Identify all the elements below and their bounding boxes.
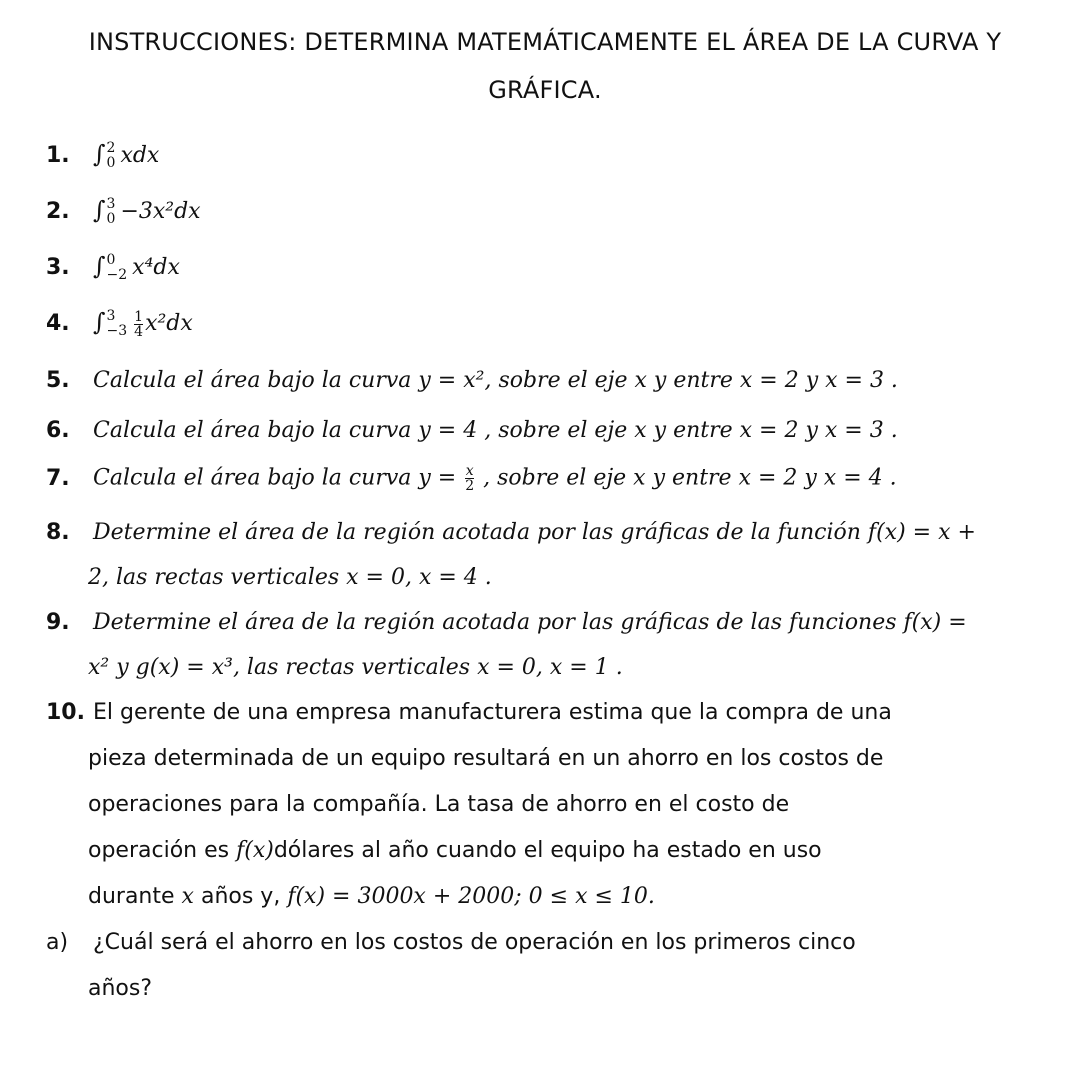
item-10-line-5: durante x años y, f(x) = 3000x + 2000; 0 ≤ x ≤ 10. (88, 884, 655, 909)
item-6 (46, 418, 898, 443)
integrand: x²dx (145, 311, 193, 336)
item-text-line-1: Determine el área de la región acotada por las gráficas de las funciones f(x) = (93, 610, 967, 635)
item-4 (46, 308, 193, 339)
item-number: 4. (46, 311, 70, 336)
integral-sign: ∫ (93, 196, 106, 224)
item-10-line-3: operaciones para la compañía. La tasa de ahorro en el costo de (88, 792, 790, 817)
item-text-line-1: El gerente de una empresa manufacturera estima que la compra de una (93, 700, 892, 725)
item-text-line-1: Determine el área de la región acotada por las gráficas de la función f(x) = x + (93, 520, 976, 545)
item-number: 8. (46, 520, 70, 545)
item-10-line-2: pieza determinada de un equipo resultará en un ahorro en los costos de (88, 746, 884, 771)
integral-sign: ∫ (93, 140, 106, 168)
item-5 (46, 368, 898, 393)
item-1 (46, 140, 159, 171)
item-number: 7. (46, 465, 70, 491)
item-text-b: , sobre el eje x y entre x = 2 y x = 4 . (476, 465, 897, 491)
item-3 (46, 252, 180, 283)
item-a (46, 930, 856, 955)
integral-limits: 3 −3 (106, 308, 128, 339)
item-text: Calcula el área bajo la curva y = x², sobre el eje x y entre x = 2 y x = 3 . (93, 368, 898, 393)
item-number: 2. (46, 199, 70, 224)
integral-limits: 2 0 (106, 140, 116, 171)
item-10 (46, 700, 892, 725)
title-line-1: INSTRUCCIONES: DETERMINA MATEMÁTICAMENTE EL ÁREA DE LA CURVA Y (88, 28, 1002, 56)
item-number: a) (46, 930, 69, 955)
item-number: 3. (46, 255, 70, 280)
title-line-2: GRÁFICA. (488, 76, 602, 104)
integral-sign: ∫ (93, 252, 106, 280)
item-a-line-2: años? (88, 976, 153, 1001)
item-9-line-2: x² y g(x) = x³, las rectas verticales x = 0, x = 1 . (88, 655, 623, 680)
fraction: $\frac{x}{2}$ (465, 463, 475, 494)
fraction: $\frac{1}{4}$ (134, 308, 144, 340)
item-10-line-4: operación es f(x)dólares al año cuando el equipo ha estado en uso (88, 838, 822, 863)
integrand: xdx (120, 143, 160, 168)
integrand: x⁴dx (132, 255, 180, 280)
item-number: 6. (46, 418, 70, 443)
item-2 (46, 196, 201, 227)
item-8-line-2: 2, las rectas verticales x = 0, x = 4 . (88, 565, 492, 590)
item-number: 5. (46, 368, 70, 393)
item-text: Calcula el área bajo la curva y = 4 , sobre el eje x y entre x = 2 y x = 3 . (93, 418, 898, 443)
item-number: 9. (46, 610, 70, 635)
item-8 (46, 520, 976, 545)
item-text-a: Calcula el área bajo la curva y = (93, 465, 464, 491)
item-text-line-1: ¿Cuál será el ahorro en los costos de operación en los primeros cinco (93, 930, 856, 955)
item-number: 10. (46, 700, 85, 725)
integrand: −3x²dx (120, 199, 201, 224)
item-number: 1. (46, 143, 70, 168)
item-7 (46, 464, 897, 493)
integral-limits: 0 −2 (106, 252, 128, 283)
item-9 (46, 610, 967, 635)
integral-limits: 3 0 (106, 196, 116, 227)
integral-sign: ∫ (93, 308, 106, 336)
